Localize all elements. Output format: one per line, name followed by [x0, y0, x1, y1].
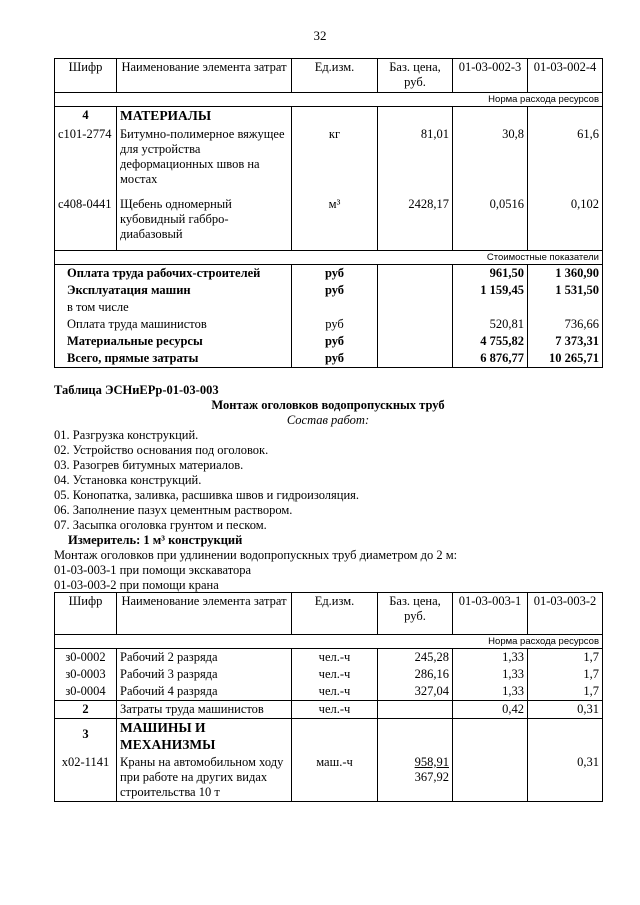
section-row [55, 719, 603, 754]
cost-row: Оплата труда машинистов руб 520,81 736,66 [55, 316, 603, 333]
section-row [55, 107, 603, 126]
cost-row: Всего, прямые затраты руб 6 876,77 10 265,71 [55, 350, 603, 368]
section-title: Монтаж оголовков водопропускных труб [211, 398, 445, 412]
description: Монтаж оголовков при удлинении водопропускных труб диаметром до 2 м: [54, 548, 458, 562]
work-description [54, 383, 602, 593]
header-col-a: 01-03-003-1 [453, 593, 528, 635]
cost-row: в том числе [55, 299, 603, 316]
cost-row: Материальные ресурсы руб 4 755,82 7 373,31 [55, 333, 603, 350]
header-code: Шифр [55, 593, 117, 635]
variant-item: 01-03-003-2 при помощи крана [54, 578, 219, 592]
table-row: 2 Затраты труда машинистов чел.-ч 0,42 0,31 [55, 701, 603, 719]
measure-unit: Измеритель: 1 м³ конструкций [68, 533, 243, 547]
section-title: МАШИНЫ И МЕХАНИЗМЫ [117, 719, 292, 754]
cost-row: Оплата труда рабочих-строителей руб 961,50 1 360,90 [55, 265, 603, 283]
section-number: 4 [55, 107, 117, 126]
work-item: 03. Разогрев битумных материалов. [54, 458, 244, 472]
header-col-b: 01-03-003-2 [528, 593, 603, 635]
table-row: х02-1141 Краны на автомобильном ходу при работе на других видах строительства 10 т маш.-ч 958,91 367,92 0,31 [55, 754, 603, 802]
table-row: з0-0002 Рабочий 2 разряда чел.-ч 245,28 1,33 1,7 [55, 649, 603, 667]
section-number: 3 [55, 719, 117, 754]
work-item: 04. Установка конструкций. [54, 473, 202, 487]
header-name: Наименование элемента затрат [117, 593, 292, 635]
header-col-b: 01-03-002-4 [528, 59, 603, 93]
resource-table-2 [54, 592, 603, 802]
band-norm: Норма расхода ресурсов [55, 93, 603, 107]
header-price: Баз. цена, руб. [378, 59, 453, 93]
table-label: Таблица ЭСНиЕРр-01-03-003 [54, 383, 219, 397]
section-subtitle: Состав работ: [286, 413, 370, 427]
table-header-row [55, 593, 603, 635]
band-norm: Норма расхода ресурсов [55, 635, 603, 649]
section-title: МАТЕРИАЛЫ [117, 107, 292, 126]
header-name: Наименование элемента затрат [117, 59, 292, 93]
table-row: с101-2774 Битумно-полимерное вяжущее для устройства деформационных швов на мостах кг 81,01 30,8 61,6 [55, 126, 603, 188]
header-code: Шифр [55, 59, 117, 93]
resource-table-1 [54, 58, 603, 368]
work-item: 01. Разгрузка конструкций. [54, 428, 199, 442]
table-header-row [55, 59, 603, 93]
header-col-a: 01-03-002-3 [453, 59, 528, 93]
work-item: 05. Конопатка, заливка, расшивка швов и гидроизоляция. [54, 488, 360, 502]
header-unit: Ед.изм. [292, 593, 378, 635]
header-unit: Ед.изм. [292, 59, 378, 93]
work-item: 02. Устройство основания под оголовок. [54, 443, 269, 457]
page-number: 32 [313, 28, 327, 43]
table-row: с408-0441 Щебень одномерный кубовидный габбро-диабазовый м³ 2428,17 0,0516 0,102 [55, 196, 603, 243]
band-cost: Стоимостные показатели [55, 251, 603, 265]
variant-item: 01-03-003-1 при помощи экскаватора [54, 563, 252, 577]
table-row: з0-0004 Рабочий 4 разряда чел.-ч 327,04 1,33 1,7 [55, 683, 603, 701]
table-row: з0-0003 Рабочий 3 разряда чел.-ч 286,16 1,33 1,7 [55, 666, 603, 683]
work-item: 07. Засыпка оголовка грунтом и песком. [54, 518, 267, 532]
header-price: Баз. цена, руб. [378, 593, 453, 635]
cost-row: Эксплуатация машин руб 1 159,45 1 531,50 [55, 282, 603, 299]
work-item: 06. Заполнение пазух цементным раствором. [54, 503, 293, 517]
